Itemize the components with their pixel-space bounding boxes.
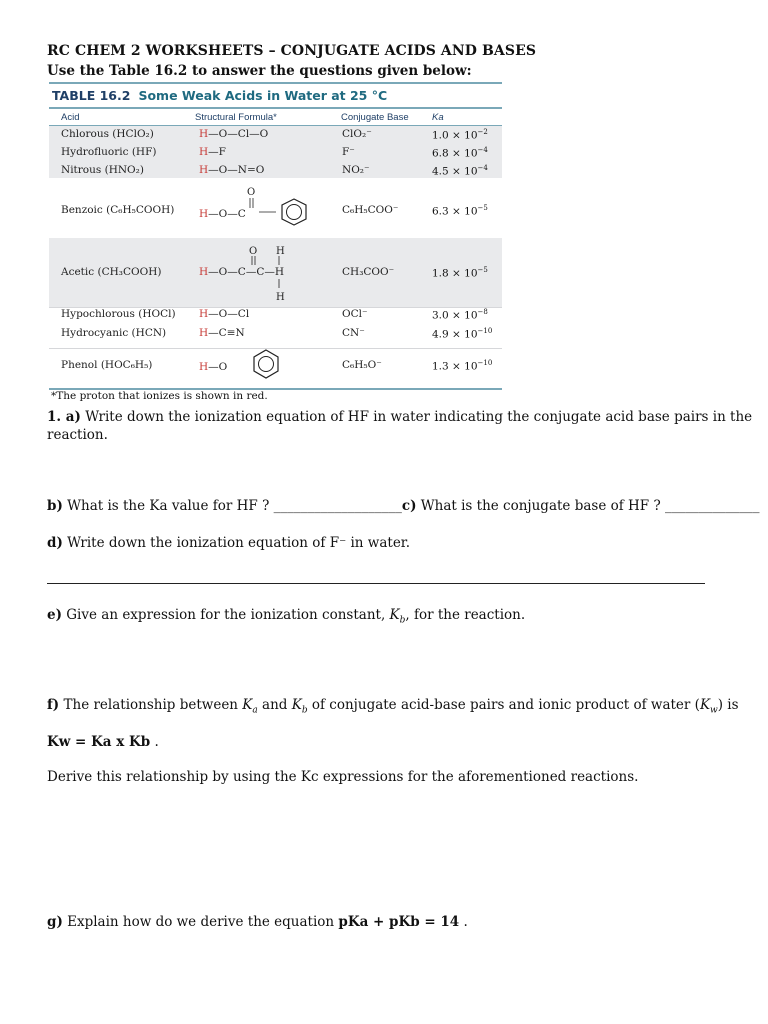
question-g: g) Explain how do we derive the equation pKa + pKb = 14 . [47, 914, 468, 930]
structural-formula: H—O—Cl—O [199, 128, 269, 140]
table-footnote: *The proton that ionizes is shown in red. [51, 390, 268, 402]
table-caption-rule [49, 107, 502, 109]
structural-formula: H—F [199, 146, 226, 158]
ka-value: $1.3 \times 10^{-10}$ [432, 359, 493, 373]
col-header-acid: Acid [61, 112, 80, 123]
conjugate-base: OCl⁻ [342, 308, 368, 320]
methyl-hydrogen-top: H [276, 246, 285, 257]
ka-value: $1.8 \times 10^{-5}$ [432, 266, 488, 280]
question-1a: 1. a) Write down the ionization equation of HF in water indicating the conjugate acid base pairs in the [47, 409, 753, 425]
ka-value: $4.9 \times 10^{-10}$ [432, 327, 493, 341]
structural-formula: H—O—C [199, 208, 246, 220]
worksheet-title: RC CHEM 2 WORKSHEETS – CONJUGATE ACIDS AND BASES [47, 43, 537, 59]
table-top-rule [49, 82, 502, 84]
ka-value: $6.3 \times 10^{-5}$ [432, 204, 488, 218]
question-bc: b) What is the Ka value for HF ? ___________________c) What is the conjugate base of HF ? ______________ [47, 498, 760, 514]
col-header-formula: Structural Formula* [195, 112, 277, 123]
benzene-ring-icon [254, 350, 278, 378]
acid-name: Hydrocyanic (HCN) [61, 327, 167, 339]
conjugate-base: CH₃COO⁻ [342, 266, 395, 278]
relationship-equation: Kw = Ka x Kb . [47, 734, 159, 750]
acid-name: Hypochlorous (HOCl) [61, 308, 176, 320]
carbonyl-oxygen: O [247, 187, 256, 198]
answer-line [47, 583, 705, 584]
question-e: e) Give an expression for the ionization constant, $K_b$, for the reaction. [47, 607, 526, 626]
methyl-hydrogen-bottom: H [276, 292, 285, 303]
worksheet-instruction: Use the Table 16.2 to answer the questions given below: [47, 63, 472, 79]
question-d: d) Write down the ionization equation of F⁻ in water. [47, 535, 411, 551]
phenol-structure-drawing [239, 348, 299, 382]
acid-name: Benzoic (C₆H₅COOH) [61, 204, 175, 216]
conjugate-base: ClO₂⁻ [342, 128, 372, 140]
ka-value: $6.8 \times 10^{-4}$ [432, 146, 488, 160]
acetic-structure-drawing [244, 242, 304, 306]
ka-value: $3.0 \times 10^{-8}$ [432, 308, 488, 322]
question-f: f) The relationship between $K_a$ and $K_b$ of conjugate acid-base pairs and ionic product of water $(K_w)$ is [47, 697, 739, 716]
conjugate-base: NO₂⁻ [342, 164, 370, 176]
conjugate-base: C₆H₅O⁻ [342, 359, 382, 371]
structural-formula: H—O [199, 361, 228, 373]
conjugate-base: C₆H₅COO⁻ [342, 204, 399, 216]
conjugate-base: F⁻ [342, 146, 355, 158]
acid-name: Acetic (CH₃COOH) [61, 266, 162, 278]
conjugate-base: CN⁻ [342, 327, 365, 339]
col-header-ka: Ka [432, 112, 444, 123]
acid-name: Hydrofluoric (HF) [61, 146, 157, 158]
acid-name: Nitrous (HNO₂) [61, 164, 144, 176]
ka-value: $4.5 \times 10^{-4}$ [432, 164, 488, 178]
question-1a-cont: reaction. [47, 427, 108, 443]
structural-formula: H—O—C—C—H [199, 266, 285, 278]
question-f-derive: Derive this relationship by using the Kc expressions for the aforementioned reactions. [47, 769, 639, 785]
benzoic-structure-drawing [244, 184, 324, 228]
ka-value: $1.0 \times 10^{-2}$ [432, 128, 488, 142]
weak-acids-table [49, 82, 502, 402]
structural-formula: H—O—Cl [199, 308, 250, 320]
table-title: Some Weak Acids in Water at 25 °C [138, 88, 388, 103]
col-header-base: Conjugate Base [341, 112, 409, 123]
table-label: TABLE 16.2 [52, 88, 131, 103]
carbonyl-oxygen: O [249, 246, 258, 257]
structural-formula: H—O—N=O [199, 164, 265, 176]
acid-name: Phenol (HOC₆H₅) [61, 359, 153, 371]
acid-name: Chlorous (HClO₂) [61, 128, 154, 140]
table-caption [52, 88, 387, 103]
benzene-ring-icon [282, 199, 306, 225]
structural-formula: H—C≡N [199, 327, 245, 339]
